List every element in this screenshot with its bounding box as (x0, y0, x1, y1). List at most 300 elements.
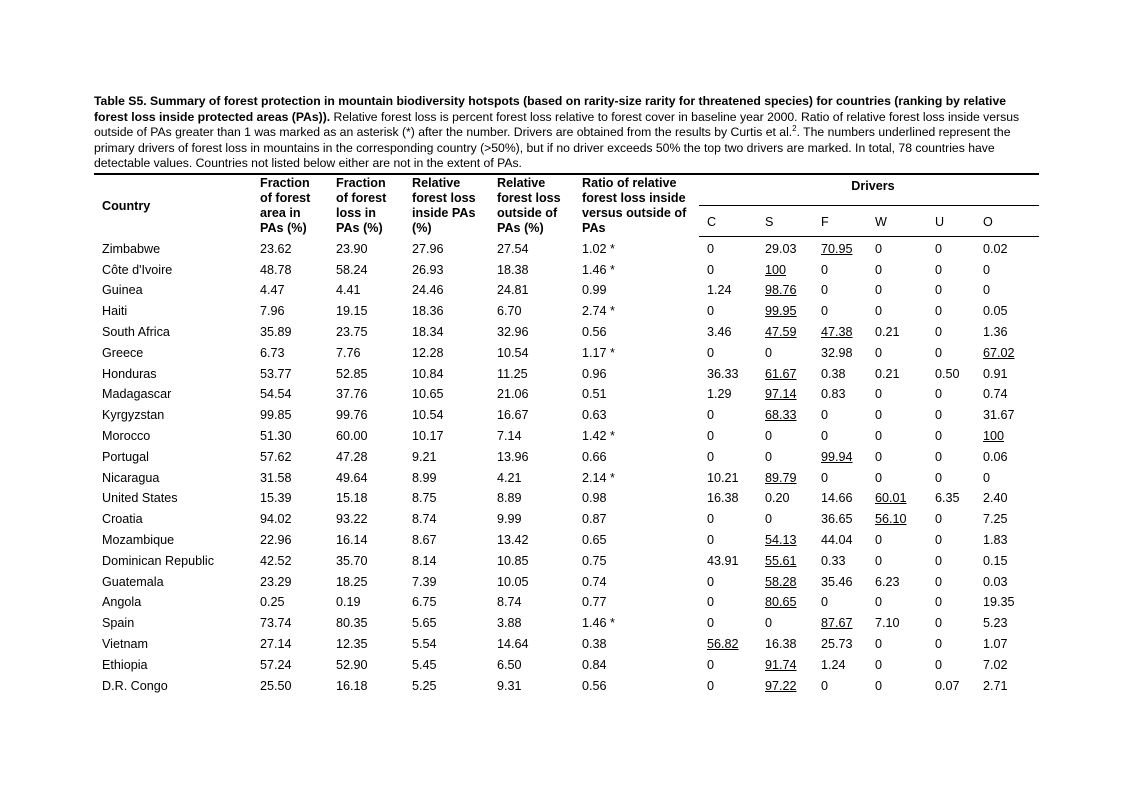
cell-relative-inside-value: 5.65 (412, 616, 437, 631)
cell-fraction-area (252, 405, 328, 426)
cell-fraction-area-value: 22.96 (260, 533, 292, 548)
header-fraction-area (252, 174, 328, 236)
cell-relative-outside-value: 7.14 (497, 429, 522, 444)
cell-driver-w (867, 342, 927, 363)
header-fraction-loss (328, 174, 404, 236)
cell-driver-s (757, 426, 813, 447)
cell-relative-outside (489, 550, 574, 571)
cell-fraction-loss (328, 634, 404, 655)
cell-ratio (574, 405, 699, 426)
cell-driver-o (975, 634, 1039, 655)
cell-ratio-value: 0.65 (582, 533, 607, 548)
cell-ratio (574, 280, 699, 301)
cell-driver-w-value: 0 (875, 449, 883, 464)
cell-relative-outside-value: 9.31 (497, 678, 522, 693)
cell-ratio-value: 0.74 (582, 574, 607, 589)
caption-tail: . The numbers underlined represent the primary drivers of forest loss in mountains in the corresponding country (>50%), but if no driver exceeds 50% the top two drivers are marked. In total, 78 countries have detectable values. Countries not listed below either are not in the extent of PAs. (94, 125, 1011, 170)
cell-relative-inside (404, 363, 489, 384)
cell-driver-c-value: 56.82 (707, 637, 739, 652)
cell-driver-s (757, 613, 813, 634)
table-row (94, 384, 1039, 405)
cell-fraction-area (252, 634, 328, 655)
cell-driver-o-value: 5.23 (983, 616, 1008, 631)
cell-fraction-loss (328, 259, 404, 280)
cell-driver-f (813, 236, 867, 259)
cell-fraction-loss (328, 613, 404, 634)
cell-driver-c (699, 259, 757, 280)
cell-country-value: Madagascar (102, 387, 172, 402)
cell-fraction-loss-value: 58.24 (336, 262, 368, 277)
table-row (94, 613, 1039, 634)
cell-driver-f (813, 654, 867, 675)
table-row (94, 654, 1039, 675)
cell-country (94, 509, 252, 530)
cell-fraction-loss-value: 23.90 (336, 241, 368, 256)
cell-driver-s (757, 342, 813, 363)
cell-relative-outside-value: 10.05 (497, 574, 529, 589)
cell-driver-s (757, 363, 813, 384)
cell-country-value: Mozambique (102, 533, 175, 548)
cell-driver-u-value: 0 (935, 553, 943, 568)
cell-ratio-value: 0.38 (582, 637, 607, 652)
cell-driver-c (699, 571, 757, 592)
cell-driver-f-value: 99.94 (821, 449, 853, 464)
cell-ratio-value: 0.75 (582, 553, 607, 568)
cell-driver-f (813, 509, 867, 530)
cell-relative-outside-value: 6.70 (497, 304, 522, 319)
cell-relative-inside (404, 322, 489, 343)
cell-driver-w-value: 0 (875, 553, 883, 568)
cell-ratio-value: 1.42 * (582, 429, 615, 444)
cell-country (94, 446, 252, 467)
cell-relative-outside-value: 21.06 (497, 387, 529, 402)
table-row (94, 322, 1039, 343)
cell-fraction-area (252, 550, 328, 571)
cell-driver-f-value: 70.95 (821, 241, 853, 256)
cell-driver-u-value: 0 (935, 345, 943, 360)
cell-relative-inside-value: 10.17 (412, 429, 444, 444)
cell-country (94, 675, 252, 696)
cell-fraction-loss (328, 426, 404, 447)
cell-ratio (574, 301, 699, 322)
cell-driver-w-value: 0 (875, 657, 883, 672)
cell-fraction-area (252, 530, 328, 551)
cell-fraction-area (252, 301, 328, 322)
cell-driver-c (699, 236, 757, 259)
cell-relative-inside (404, 592, 489, 613)
cell-driver-c-value: 0 (707, 595, 715, 610)
table-row (94, 467, 1039, 488)
cell-driver-w-value: 0 (875, 345, 883, 360)
cell-driver-u (927, 654, 975, 675)
cell-ratio-value: 0.66 (582, 449, 607, 464)
cell-driver-o-value: 100 (983, 429, 1005, 444)
header-line: outside of (497, 206, 558, 220)
cell-driver-f (813, 405, 867, 426)
cell-relative-inside (404, 509, 489, 530)
header-driver-o: O (975, 205, 1039, 236)
cell-ratio-value: 1.17 * (582, 345, 615, 360)
cell-fraction-area (252, 675, 328, 696)
cell-driver-c-value: 0 (707, 408, 715, 423)
table-row (94, 675, 1039, 696)
cell-fraction-area (252, 363, 328, 384)
cell-fraction-loss (328, 488, 404, 509)
cell-ratio-value: 0.96 (582, 366, 607, 381)
cell-country (94, 613, 252, 634)
cell-driver-u-value: 0 (935, 241, 943, 256)
cell-fraction-area-value: 99.85 (260, 408, 292, 423)
cell-driver-s (757, 280, 813, 301)
cell-relative-outside-value: 18.38 (497, 262, 529, 277)
cell-driver-u (927, 405, 975, 426)
cell-driver-w (867, 363, 927, 384)
cell-fraction-area-value: 31.58 (260, 470, 292, 485)
cell-driver-o-value: 0.15 (983, 553, 1008, 568)
cell-driver-c (699, 426, 757, 447)
cell-driver-s (757, 634, 813, 655)
cell-driver-w (867, 654, 927, 675)
header-driver-c: C (699, 205, 757, 236)
cell-driver-o-value: 0 (983, 283, 991, 298)
cell-driver-o (975, 509, 1039, 530)
header-driver-u: U (927, 205, 975, 236)
header-line: Fraction (336, 176, 386, 190)
cell-driver-f (813, 363, 867, 384)
cell-driver-o (975, 259, 1039, 280)
cell-driver-w-value: 0 (875, 678, 883, 693)
cell-relative-outside (489, 530, 574, 551)
cell-country (94, 530, 252, 551)
cell-driver-u-value: 0 (935, 429, 943, 444)
cell-fraction-loss (328, 280, 404, 301)
cell-fraction-area (252, 509, 328, 530)
cell-driver-f-value: 0 (821, 470, 829, 485)
cell-driver-s (757, 301, 813, 322)
cell-driver-f-value: 0 (821, 678, 829, 693)
cell-driver-c-value: 1.24 (707, 283, 732, 298)
cell-fraction-loss-value: 93.22 (336, 512, 368, 527)
cell-driver-o (975, 550, 1039, 571)
cell-relative-outside (489, 509, 574, 530)
cell-driver-u-value: 0.50 (935, 366, 960, 381)
cell-relative-outside-value: 8.74 (497, 595, 522, 610)
cell-driver-u-value: 6.35 (935, 491, 960, 506)
cell-driver-u (927, 236, 975, 259)
cell-driver-f-value: 0.83 (821, 387, 846, 402)
cell-relative-inside-value: 10.54 (412, 408, 444, 423)
cell-driver-w-value: 0 (875, 595, 883, 610)
cell-driver-f (813, 488, 867, 509)
cell-driver-o (975, 322, 1039, 343)
cell-driver-w (867, 446, 927, 467)
cell-country-value: D.R. Congo (102, 678, 168, 693)
header-line: forest loss (412, 191, 476, 205)
table-row (94, 405, 1039, 426)
cell-relative-inside (404, 384, 489, 405)
cell-country (94, 571, 252, 592)
cell-country (94, 488, 252, 509)
table-row (94, 550, 1039, 571)
cell-driver-c (699, 322, 757, 343)
cell-fraction-loss (328, 363, 404, 384)
cell-driver-s-value: 61.67 (765, 366, 797, 381)
cell-fraction-area-value: 53.77 (260, 366, 292, 381)
cell-ratio (574, 384, 699, 405)
cell-driver-o-value: 2.40 (983, 491, 1008, 506)
cell-country-value: Honduras (102, 366, 157, 381)
cell-driver-s-value: 89.79 (765, 470, 797, 485)
cell-driver-w (867, 280, 927, 301)
cell-driver-c (699, 675, 757, 696)
header-driver-s: S (757, 205, 813, 236)
cell-driver-s-value: 29.03 (765, 241, 797, 256)
table-row (94, 342, 1039, 363)
cell-driver-f (813, 301, 867, 322)
header-driver-w: W (867, 205, 927, 236)
cell-ratio (574, 236, 699, 259)
cell-relative-outside (489, 236, 574, 259)
cell-relative-inside (404, 280, 489, 301)
cell-driver-u (927, 301, 975, 322)
cell-driver-s-value: 54.13 (765, 533, 797, 548)
cell-driver-o (975, 592, 1039, 613)
cell-fraction-loss (328, 592, 404, 613)
cell-driver-f (813, 675, 867, 696)
cell-driver-f (813, 550, 867, 571)
cell-driver-o (975, 384, 1039, 405)
cell-driver-c (699, 613, 757, 634)
cell-relative-inside-value: 10.65 (412, 387, 444, 402)
cell-driver-c (699, 654, 757, 675)
header-line: (%) (412, 221, 432, 235)
cell-driver-u-value: 0 (935, 637, 943, 652)
cell-relative-outside (489, 426, 574, 447)
cell-driver-s (757, 467, 813, 488)
table-body (94, 236, 1039, 696)
cell-driver-o (975, 236, 1039, 259)
cell-ratio (574, 259, 699, 280)
cell-driver-s-value: 0 (765, 429, 773, 444)
cell-relative-inside-value: 18.34 (412, 325, 444, 340)
header-line: versus outside of (582, 206, 687, 220)
cell-driver-o-value: 19.35 (983, 595, 1015, 610)
cell-driver-o-value: 7.25 (983, 512, 1008, 527)
cell-driver-o (975, 675, 1039, 696)
cell-driver-s (757, 405, 813, 426)
table-row (94, 301, 1039, 322)
cell-driver-s (757, 675, 813, 696)
cell-country (94, 384, 252, 405)
cell-driver-s (757, 509, 813, 530)
header-line: Relative (412, 176, 461, 190)
cell-country-value: Guinea (102, 283, 143, 298)
table-row (94, 259, 1039, 280)
cell-ratio-value: 1.46 * (582, 616, 615, 631)
cell-driver-c-value: 0 (707, 345, 715, 360)
cell-driver-o-value: 0.03 (983, 574, 1008, 589)
cell-country-value: Zimbabwe (102, 241, 161, 256)
cell-country-value: South Africa (102, 325, 170, 340)
cell-driver-f-value: 0.38 (821, 366, 846, 381)
header-line: Relative (497, 176, 546, 190)
cell-driver-u (927, 259, 975, 280)
cell-driver-u (927, 384, 975, 405)
table-caption (94, 94, 1034, 172)
cell-driver-o (975, 571, 1039, 592)
cell-driver-f-value: 0 (821, 595, 829, 610)
cell-ratio (574, 613, 699, 634)
cell-relative-outside (489, 259, 574, 280)
table-row (94, 592, 1039, 613)
cell-ratio-value: 0.56 (582, 678, 607, 693)
cell-relative-outside (489, 280, 574, 301)
cell-driver-o-value: 0 (983, 470, 991, 485)
cell-driver-o (975, 363, 1039, 384)
header-ratio (574, 174, 699, 236)
cell-driver-f-value: 87.67 (821, 616, 853, 631)
cell-driver-s (757, 592, 813, 613)
cell-driver-s-value: 47.59 (765, 325, 797, 340)
caption-body: Relative forest loss is percent forest loss relative to forest cover in baseline year 2000. Ratio of relative forest loss inside versus outside of PAs greater than 1 was marked as an asterisk (*) after the number. Drivers are obtained from the results by Curtis et al. (94, 109, 1020, 139)
cell-driver-o (975, 426, 1039, 447)
cell-driver-o (975, 613, 1039, 634)
cell-fraction-area-value: 15.39 (260, 491, 292, 506)
cell-driver-w-value: 0 (875, 533, 883, 548)
cell-fraction-loss-value: 7.76 (336, 345, 361, 360)
cell-driver-o-value: 31.67 (983, 408, 1015, 423)
cell-relative-inside-value: 8.74 (412, 512, 437, 527)
header-line: Fraction (260, 176, 310, 190)
table-row (94, 426, 1039, 447)
cell-driver-w-value: 0 (875, 408, 883, 423)
cell-driver-f-value: 36.65 (821, 512, 853, 527)
cell-relative-inside-value: 8.14 (412, 553, 437, 568)
cell-relative-inside-value: 7.39 (412, 574, 437, 589)
cell-fraction-loss (328, 571, 404, 592)
table-row (94, 446, 1039, 467)
cell-driver-u (927, 571, 975, 592)
cell-driver-u (927, 509, 975, 530)
cell-ratio-value: 2.74 * (582, 304, 615, 319)
cell-relative-inside-value: 9.21 (412, 449, 437, 464)
header-line: PAs (%) (260, 221, 307, 235)
cell-driver-u (927, 675, 975, 696)
cell-driver-w (867, 592, 927, 613)
cell-driver-w-value: 6.23 (875, 574, 900, 589)
cell-relative-outside (489, 446, 574, 467)
cell-ratio-value: 1.46 * (582, 262, 615, 277)
cell-driver-u-value: 0 (935, 283, 943, 298)
cell-driver-u-value: 0 (935, 595, 943, 610)
header-line: Ratio of relative (582, 176, 677, 190)
cell-country-value: United States (102, 491, 178, 506)
cell-driver-s (757, 654, 813, 675)
cell-fraction-area (252, 592, 328, 613)
forest-protection-table (94, 173, 1039, 696)
cell-driver-s-value: 97.14 (765, 387, 797, 402)
cell-driver-c-value: 16.38 (707, 491, 739, 506)
cell-driver-o-value: 1.07 (983, 637, 1008, 652)
cell-country (94, 654, 252, 675)
cell-driver-c (699, 405, 757, 426)
cell-fraction-area-value: 57.62 (260, 449, 292, 464)
cell-relative-outside-value: 13.96 (497, 449, 529, 464)
cell-relative-inside (404, 530, 489, 551)
cell-driver-w-value: 0.21 (875, 325, 900, 340)
table-row (94, 363, 1039, 384)
cell-driver-w-value: 0 (875, 429, 883, 444)
cell-driver-u (927, 467, 975, 488)
cell-driver-u-value: 0 (935, 262, 943, 277)
cell-driver-u (927, 550, 975, 571)
cell-fraction-loss-value: 99.76 (336, 408, 368, 423)
cell-driver-c-value: 0 (707, 512, 715, 527)
cell-fraction-area-value: 73.74 (260, 616, 292, 631)
cell-driver-f-value: 0.33 (821, 553, 846, 568)
cell-fraction-loss (328, 236, 404, 259)
cell-driver-c-value: 0 (707, 574, 715, 589)
cell-driver-c-value: 0 (707, 449, 715, 464)
cell-driver-s-value: 80.65 (765, 595, 797, 610)
cell-fraction-loss-value: 60.00 (336, 429, 368, 444)
cell-driver-u (927, 530, 975, 551)
cell-fraction-area (252, 259, 328, 280)
cell-country (94, 426, 252, 447)
cell-driver-w (867, 384, 927, 405)
cell-country (94, 363, 252, 384)
cell-relative-inside-value: 24.46 (412, 283, 444, 298)
cell-driver-o-value: 1.83 (983, 533, 1008, 548)
cell-driver-o-value: 0 (983, 262, 991, 277)
cell-country (94, 467, 252, 488)
cell-driver-s-value: 68.33 (765, 408, 797, 423)
cell-driver-c (699, 592, 757, 613)
cell-driver-u-value: 0 (935, 470, 943, 485)
cell-ratio-value: 0.63 (582, 408, 607, 423)
cell-driver-c-value: 43.91 (707, 553, 739, 568)
cell-fraction-area (252, 322, 328, 343)
cell-fraction-area-value: 54.54 (260, 387, 292, 402)
cell-driver-u (927, 280, 975, 301)
cell-relative-inside (404, 405, 489, 426)
cell-driver-c (699, 280, 757, 301)
cell-relative-outside-value: 4.21 (497, 470, 522, 485)
cell-relative-outside (489, 405, 574, 426)
cell-ratio (574, 550, 699, 571)
cell-driver-f-value: 47.38 (821, 325, 853, 340)
cell-relative-inside-value: 26.93 (412, 262, 444, 277)
header-line: forest loss inside (582, 191, 686, 205)
cell-driver-f (813, 446, 867, 467)
cell-driver-w (867, 613, 927, 634)
cell-country (94, 592, 252, 613)
cell-fraction-loss (328, 467, 404, 488)
cell-relative-outside-value: 10.85 (497, 553, 529, 568)
header-line: forest loss (497, 191, 561, 205)
cell-country-value: Guatemala (102, 574, 164, 589)
cell-fraction-loss (328, 405, 404, 426)
cell-driver-s-value: 100 (765, 262, 787, 277)
cell-fraction-loss-value: 12.35 (336, 637, 368, 652)
header-drivers: Drivers (699, 174, 1039, 205)
cell-fraction-area (252, 571, 328, 592)
cell-fraction-area (252, 342, 328, 363)
header-line: PAs (582, 221, 606, 235)
cell-driver-f (813, 530, 867, 551)
cell-relative-inside (404, 446, 489, 467)
cell-relative-outside (489, 654, 574, 675)
